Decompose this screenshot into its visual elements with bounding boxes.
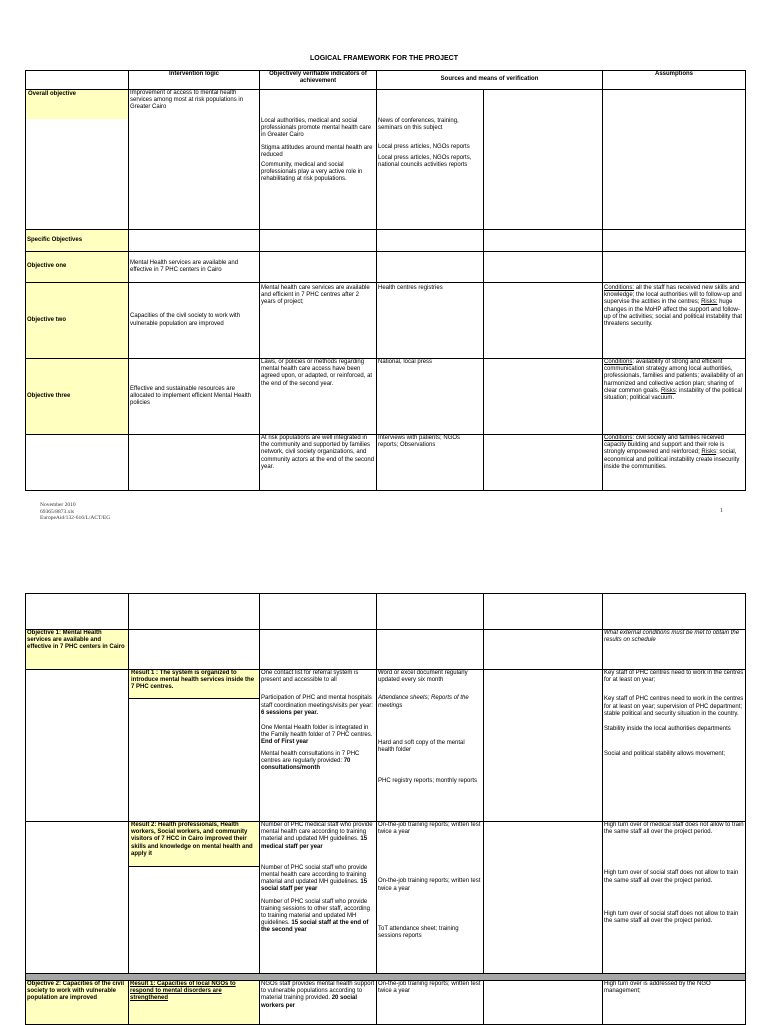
objective-four-assumption-text — [604, 435, 744, 471]
row-objective-two — [26, 283, 746, 359]
conditions-text-2: : availability of strong and efficient communication strategy among local authorities, professionals, families and patients; availability of an harmonized and collective action plan; sharing of clear common goals. — [604, 359, 744, 394]
p2-r1-sources-extra — [484, 670, 603, 822]
objective-two-assumption-text — [604, 285, 744, 328]
p2-objective-1-row — [26, 630, 746, 670]
p2-separator-row — [26, 974, 746, 981]
p2-objective-2-assumption: High turn over is addressed by the NGO management; — [603, 981, 746, 1025]
objective-three-assumption — [603, 359, 746, 435]
p2-obj1-blank-3 — [377, 630, 484, 670]
overall-indicator-1: Local authorities, medical and social professionals promote mental health care in Greater Cairo — [261, 118, 372, 139]
r2-indicator-1-text: Number of PHC medical staff who provide mental health care according to training material and updated MH guidelines. — [261, 822, 373, 843]
r2-source-3: ToT attendance sheet; training sessions reports — [378, 925, 459, 940]
specific-blank-1 — [129, 230, 260, 252]
objective-three-logic: Effective and sustainable resources are allocated to implement efficient Mental Health policies — [129, 359, 260, 435]
r2-assumption-2: High turn over of social staff does not allow to train the same staff all over the project period. — [604, 870, 739, 884]
header-row — [26, 71, 746, 90]
p2-objective-1-label: Objective 1: Mental Health services are available and effective in 7 PHC centers in Cairo — [26, 630, 129, 670]
p2-blank-5 — [484, 594, 603, 630]
p2-objective-2-label: Objective 2: Capacities of the civil society to work with vulnerable population are improved — [26, 981, 129, 1025]
risks-text-2: : instability of the political situation; political vacuum. — [604, 387, 743, 402]
overall-source-3: Local press articles, NGOs reports, national councils activities reports — [378, 154, 472, 168]
objective-one-assumption — [603, 252, 746, 283]
objective-three-label: Objective three — [26, 359, 129, 435]
p2-result-2-sources — [377, 822, 484, 974]
objective-four-source — [377, 435, 484, 491]
p2-obj1-blank-4 — [484, 630, 603, 670]
p2-objective-1-assumption: What external conditions must be met to obtain the results on schedule — [603, 630, 746, 670]
r2-indicator-1-bold: 15 medical staff per year — [261, 836, 368, 850]
risks-text: huge changes in the MoHP affect the support and follow-up of the activities; social and political instability that threatens security. — [604, 299, 743, 328]
objective-one-label: Objective one — [26, 252, 129, 283]
r1-indicator-3-bold: End of First year — [261, 739, 309, 746]
r1-indicator-4 — [261, 751, 375, 773]
header-blank — [26, 71, 129, 90]
page-footer — [40, 502, 110, 522]
objective-four-indicator-text: At risk populations are well integrated in the community and supported by families network, civil society organizations, and community actors at the end of the second year. — [261, 435, 375, 470]
objective-two-assumption — [603, 283, 746, 359]
risks-label: Risks: — [701, 299, 718, 306]
r2-source-1: On-the-job training reports; written test twice a year — [378, 822, 481, 836]
row-overall-objective — [26, 90, 746, 230]
objective-one-source-extra — [484, 252, 603, 283]
objective-three-source-text: National, local press — [378, 359, 433, 365]
objective-four-assumption — [603, 435, 746, 491]
overall-indicators — [260, 90, 377, 230]
specific-blank-3 — [377, 230, 484, 252]
conditions-label: Conditions: — [604, 285, 635, 291]
conditions-label-3: Conditions — [604, 435, 633, 441]
r2-indicator-1 — [261, 822, 375, 851]
r1-indicator-4-bold: 70 consultations/month — [261, 757, 351, 772]
p2-result-1-label: Result 1 : The system is organized to introduce mental health services inside the 7 PHC centres. — [129, 670, 259, 699]
p2-result-2-cell — [129, 822, 260, 974]
r1-indicator-2-text: Participation of PHC and mental hospitals staff coordination meetings/visits per year: — [261, 695, 373, 709]
p2-obj1-blank-1 — [129, 630, 260, 670]
p2-result-3-label: Result 1: Capacities of local NGOs to respond to mental disorders are strengthened — [129, 981, 260, 1025]
r1-source-3: Hard and soft copy of the mental health folder — [378, 739, 465, 754]
r1-indicator-1-text: One contact list for referral system is present and accessible to all — [261, 670, 359, 684]
p2-blank-2 — [129, 594, 260, 630]
r2-assumption-3: High turn over of social staff does not allow to train the same staff all over the project period. — [604, 910, 739, 925]
objective-two-logic: Capacities of the civil society to work with vulnerable population are improved — [129, 283, 260, 359]
r1-indicator-4-text: Mental health consultations in 7 PHC centres are regularly provided: — [261, 750, 360, 764]
r2-indicator-3 — [261, 899, 375, 935]
r1-assumption-2: Key staff of PHC centres need to work in the centres for at least on year; supervision of PHC department; stable political and security situation in the country. — [604, 696, 744, 717]
overall-objective-label: Overall objective — [26, 90, 128, 119]
objective-one-indicator — [260, 252, 377, 283]
r1-indicator-2-bold: 6 sessions per year. — [261, 709, 319, 716]
header-assumptions: Assumptions — [603, 71, 746, 90]
p2-result-2-label: Result 2: Health professionals, Health workers, Social workers, and community visitors of 7 HCC in Cairo improved their skills and knowledge on mental health and apply it — [129, 822, 259, 867]
r2-indicator-2-text: Number of PHC social staff who provide mental health care according to training material and updated MH guidelines. — [261, 864, 368, 886]
risks-label-2: Risks — [661, 387, 676, 394]
overall-indicator-3: Community, medical and social professionals play a very active role in rehabilitating at risk populations. — [261, 162, 363, 183]
header-intervention: Intervention logic — [129, 71, 260, 90]
r2-indicator-3-text: Number of PHC social staff who provide training sessions to other staff, according to training material and updated MH guidelines. — [261, 898, 370, 927]
row-specific-objectives — [26, 230, 746, 252]
p2-blank-6 — [603, 594, 746, 630]
objective-two-source — [377, 283, 484, 359]
overall-logic: Improvement of access to mental health services among most at risk populations in Greater Cairo — [129, 90, 260, 230]
objective-two-indicator-text: Mental health care services are available and efficient in 7 PHC centres after 2 years of project; — [261, 285, 370, 306]
footer-reference: EuropeAid/132-616/L/ACT/EG — [40, 515, 111, 521]
objective-two-source-text: Health centres registries — [378, 285, 443, 291]
r1-assumption-4: Social and political stability allows movement; — [604, 751, 726, 758]
p2-objective-2-row — [26, 981, 746, 1025]
specific-objectives-label: Specific Objectives — [26, 230, 129, 252]
row-objective-one — [26, 252, 746, 283]
objective-three-source-extra — [484, 359, 603, 435]
p2-result-2-row — [26, 822, 746, 974]
objective-four-label — [26, 435, 129, 491]
conditions-text: all the staff has received new skills and knowledge; the local authorities will to follow-up and supervise the actities in the centres; — [604, 285, 742, 306]
p2-separator — [26, 974, 746, 981]
page-number: 1 — [720, 508, 723, 514]
p2-blank-1 — [26, 594, 129, 630]
objective-four-indicator — [260, 435, 377, 491]
objective-two-label: Objective two — [26, 283, 129, 359]
row-objective-three — [26, 359, 746, 435]
specific-blank-5 — [603, 230, 746, 252]
p2-obj1-blank-2 — [260, 630, 377, 670]
r1-assumption-1: Key staff of PHC centres need to work in the centres for at least on year; — [604, 670, 744, 684]
objective-two-source-extra — [484, 283, 603, 359]
r3-indicator-bold: 20 social workers per — [261, 995, 358, 1009]
objective-four-logic — [129, 435, 260, 491]
r1-indicator-1 — [261, 670, 375, 684]
header-sources: Sources and means of verification — [377, 71, 603, 90]
overall-sources-extra — [484, 90, 603, 230]
p2-objective-2-indicator — [260, 981, 377, 1025]
specific-blank-4 — [484, 230, 603, 252]
risks-text-3: : social, economical and political instability create insecurity inside the communities. — [604, 449, 740, 470]
overall-sources — [377, 90, 484, 230]
r2-indicator-2 — [261, 865, 375, 894]
p2-r2-blank — [26, 822, 129, 974]
overall-assumptions — [603, 90, 746, 230]
p2-blank-3 — [260, 594, 377, 630]
r1-indicator-3-text: One Mental Health folder is integrated in the Family health folder of 7 PHC centres. — [261, 725, 373, 739]
objective-three-indicator-text: Laws, or policies or methods regarding mental health care access have been agreed upon, or adapted, or reinforced, at the end of the second year. — [261, 359, 373, 387]
footer-file: 69365/8873.xls — [40, 508, 75, 515]
r2-assumption-1: High turn over of medical staff does not allow to train the same staff all over the project period. — [604, 822, 744, 836]
r1-source-4: PHC registry reports; monthly reports — [378, 778, 478, 785]
p2-result-2-assumptions — [603, 822, 746, 974]
objective-three-assumption-text — [604, 359, 744, 402]
r1-indicator-3 — [261, 725, 375, 747]
objective-one-source — [377, 252, 484, 283]
p2-top-blank-row — [26, 594, 746, 630]
logframe-table-page2 — [25, 593, 746, 1025]
footer-date: November 2010 — [40, 502, 76, 508]
row-objective-four — [26, 435, 746, 491]
specific-blank-2 — [260, 230, 377, 252]
risks-label-3: Risks — [701, 449, 717, 456]
overall-source-2: Local press articles, NGOs reports — [378, 144, 470, 151]
objective-four-source-extra — [484, 435, 603, 491]
logframe-table-page1 — [25, 70, 746, 491]
r1-source-1: Word or excel document regularly updated every six month — [378, 670, 468, 684]
p2-obj2-source-extra — [484, 981, 603, 1025]
p2-blank-4 — [377, 594, 484, 630]
p2-result-2-indicators — [260, 822, 377, 974]
p2-objective-2-source: On-the-job training reports; written test twice a year — [377, 981, 484, 1025]
p2-result-1-indicators — [260, 670, 377, 822]
overall-label-cell — [26, 90, 129, 230]
objective-three-indicator — [260, 359, 377, 435]
document-title: LOGICAL FRAMEWORK FOR THE PROJECT — [309, 55, 459, 62]
r2-indicator-3-bold: 15 social staff at the end of the second year — [261, 920, 369, 934]
r2-source-2: On-the-job training reports; written test twice a year — [378, 878, 481, 892]
objective-three-source — [377, 359, 484, 435]
p2-result-1-assumptions — [603, 670, 746, 822]
r1-source-2: Attendance sheets; Reports of the meetings — [378, 695, 469, 709]
p2-r1-blank — [26, 670, 129, 822]
r1-assumption-3: Stability inside the local authorities departments — [604, 726, 731, 733]
p2-r2-sources-extra — [484, 822, 603, 974]
conditions-label-2: Conditions — [604, 359, 633, 365]
overall-indicator-2: Stigma attitudes around mental health are reduced — [261, 144, 373, 158]
objective-two-indicator — [260, 283, 377, 359]
overall-source-1: News of conferences, training, seminars on this subject — [378, 118, 459, 132]
p2-result-1-cell — [129, 670, 260, 822]
objective-one-logic: Mental Health services are available and effective in 7 PHC centers in Cairo — [129, 252, 260, 283]
conditions-text-3: : civil society and families received capacity building and support and their role is strongly empowered and reinforced; — [604, 435, 725, 456]
header-indicators: Objectively verifiable indicators of achievement — [260, 71, 377, 90]
p2-result-1-row — [26, 670, 746, 822]
r2-indicator-2-bold: 15 social staff per year — [261, 879, 368, 893]
r1-indicator-2 — [261, 695, 375, 717]
p2-result-1-sources — [377, 670, 484, 822]
r3-indicator-text: NGOs staff provides mental health support to vulnerable populations according to material training provided. — [261, 981, 375, 1002]
objective-four-source-text: Interviews with patients; NGOs reports; Observations — [378, 435, 461, 449]
